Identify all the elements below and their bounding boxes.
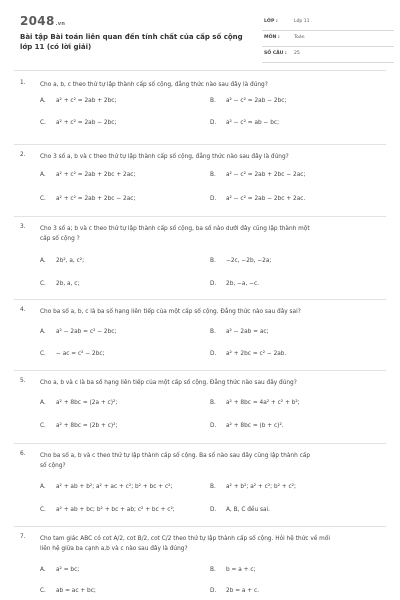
question-text-line: liên hệ giữa ba cạnh a,b và c nào sau đây là đúng? (40, 546, 188, 552)
option-text[interactable]: a² + b²; a² + c²; b² + c²; (226, 484, 296, 490)
meta-subject-row (262, 32, 394, 47)
question-text-line: Cho a, b, c theo thứ tự lập thành cấp số cộng, đẳng thức nào sau đây là đúng? (40, 82, 268, 88)
option-text[interactable]: a² − c² = 2ab − 2bc; (226, 98, 287, 104)
option-text[interactable]: a² + c² = 2ab + 2bc + 2ac; (56, 172, 136, 178)
option-letter[interactable]: B. (210, 258, 216, 264)
option-text[interactable]: a² + c² = 2ab + 2bc − 2ac; (56, 196, 136, 202)
logo-text: 2048 (20, 14, 55, 28)
question-divider (14, 443, 386, 444)
option-letter[interactable]: C. (40, 196, 46, 202)
question-divider (14, 526, 386, 527)
option-letter[interactable]: B. (210, 98, 216, 104)
option-letter[interactable]: A. (40, 484, 46, 490)
question-item (12, 451, 390, 521)
meta-subject-label: MÔN : (264, 35, 280, 40)
question-text (40, 451, 385, 471)
option-letter[interactable]: D. (210, 507, 217, 513)
question-number: 1. (20, 80, 26, 86)
question-number: 7. (20, 534, 26, 540)
option-letter[interactable]: B. (210, 484, 216, 490)
option-text[interactable]: a² − c² = 2ab − 2bc + 2ac. (226, 196, 306, 202)
option-text[interactable]: a² = bc; (56, 567, 80, 573)
question-item (12, 307, 390, 365)
option-letter[interactable]: C. (40, 120, 46, 126)
question-number: 5. (20, 378, 26, 384)
meta-subject-value: Toán (294, 35, 305, 40)
document-meta (262, 16, 394, 64)
option-letter[interactable]: C. (40, 588, 46, 594)
option-letter[interactable]: D. (210, 351, 217, 357)
meta-count-row (262, 48, 394, 63)
option-letter[interactable]: B. (210, 172, 216, 178)
question-number: 3. (20, 224, 26, 230)
option-letter[interactable]: A. (40, 400, 46, 406)
option-letter[interactable]: D. (210, 120, 217, 126)
option-letter[interactable]: B. (210, 329, 216, 335)
option-text[interactable]: 2b = a + c. (226, 588, 260, 594)
option-text[interactable]: 2b², a, c²; (56, 258, 85, 264)
question-number: 2. (20, 152, 26, 158)
question-number: 6. (20, 451, 26, 457)
question-text-line: Cho 3 số a; b và c theo thứ tự lập thành cấp số cộng, ba số nào dưới đây cũng lập thành một (40, 226, 310, 232)
option-letter[interactable]: A. (40, 329, 46, 335)
page-header (10, 8, 390, 66)
question-item (12, 152, 390, 210)
option-letter[interactable]: D. (210, 423, 217, 429)
option-text[interactable]: −2c, −2b, −2a; (226, 258, 272, 264)
question-divider (14, 370, 386, 371)
question-item (12, 80, 390, 138)
option-text[interactable]: − ac = c² − 2bc; (56, 351, 105, 357)
question-divider (14, 299, 386, 300)
question-text-line: Cho ba số a, b và c theo thứ tự lập thành cấp số cộng. Ba số nào sau đây cũng lập thành cấp (40, 453, 311, 459)
option-text[interactable]: a² − c² = 2ab + 2bc − 2ac; (226, 172, 306, 178)
question-text-line: Cho a, b và c là ba số hạng liên tiếp của một cấp số cộng. Đẳng thức nào sau đây đúng? (40, 380, 297, 386)
option-letter[interactable]: A. (40, 567, 46, 573)
option-letter[interactable]: A. (40, 172, 46, 178)
question-divider (14, 216, 386, 217)
meta-count-label: SỐ CÂU : (264, 51, 287, 56)
option-text[interactable]: a² + 8bc = (2b + c)²; (56, 423, 118, 429)
option-text[interactable]: a² + ab + b²; a² + ac + c²; b² + bc + c²; (56, 484, 173, 490)
option-letter[interactable]: C. (40, 507, 46, 513)
question-text (40, 534, 385, 554)
option-text[interactable]: b = a + c; (226, 567, 256, 573)
option-text[interactable]: a² + 8bc = (2a + c)²; (56, 400, 118, 406)
question-number: 4. (20, 307, 26, 313)
question-text-line: cấp số cộng ? (40, 236, 80, 242)
meta-class-value: Lớp 11 (294, 19, 310, 24)
question-text-line: số cộng? (40, 463, 66, 469)
option-text[interactable]: a² + ab + bc; b² + bc + ab; c² + bc + c²; (56, 507, 175, 513)
logo-suffix: .vn (55, 21, 66, 27)
meta-class-row (262, 16, 394, 31)
meta-class-label: LỚP : (264, 19, 278, 24)
document-title (20, 32, 250, 52)
option-text[interactable]: 2b, a, c; (56, 281, 80, 287)
header-divider (14, 70, 386, 71)
question-text (40, 152, 385, 162)
meta-count-value: 25 (294, 51, 300, 56)
question-item (12, 224, 390, 294)
option-letter[interactable]: C. (40, 281, 46, 287)
option-letter[interactable]: C. (40, 423, 46, 429)
option-text[interactable]: a² + c² = 2ab + 2bc; (56, 98, 117, 104)
option-text[interactable]: a² + 8bc = 4a² + c² + b²; (226, 400, 300, 406)
question-text (40, 307, 385, 317)
question-text-line: Cho tam giác ABC có cot A/2, cot B/2, cot C/2 theo thứ tự lập thành cấp số cộng. Hỏi hệ thức về mối (40, 536, 330, 542)
option-letter[interactable]: B. (210, 400, 216, 406)
option-text[interactable]: a² − 2ab = c² − 2bc; (56, 329, 117, 335)
option-letter[interactable]: D. (210, 281, 217, 287)
option-text[interactable]: a² − c² = ab − bc; (226, 120, 280, 126)
question-divider (14, 144, 386, 145)
option-text[interactable]: A, B, C đều sai. (226, 507, 270, 513)
option-text[interactable]: a² + 8bc = (b + c)². (226, 423, 284, 429)
option-text[interactable]: 2b, −a, −c. (226, 281, 260, 287)
option-letter[interactable]: D. (210, 588, 217, 594)
option-letter[interactable]: D. (210, 196, 217, 202)
option-letter[interactable]: B. (210, 567, 216, 573)
question-text-line: Cho 3 số a, b và c theo thứ tự lập thành cấp số cộng, đẳng thức nào sau đây là đúng? (40, 154, 289, 160)
document-title-line-2: lớp 11 (có lời giải) (20, 43, 92, 51)
option-letter[interactable]: C. (40, 351, 46, 357)
option-text[interactable]: a² − 2ab = ac; (226, 329, 269, 335)
option-text[interactable]: ab = ac + bc; (56, 588, 96, 594)
question-text (40, 378, 385, 388)
option-letter[interactable]: A. (40, 98, 46, 104)
question-text (40, 224, 385, 244)
question-item (12, 534, 390, 598)
question-item (12, 378, 390, 438)
option-letter[interactable]: A. (40, 258, 46, 264)
document-title-line-1: Bài tập Bài toán liên quan đến tính chất của cấp số cộng (20, 33, 243, 41)
option-text[interactable]: a² + c² = 2ab − 2bc; (56, 120, 117, 126)
question-text (40, 80, 385, 90)
option-text[interactable]: a² + 2bc = c² − 2ab. (226, 351, 287, 357)
site-logo[interactable] (20, 14, 65, 28)
question-text-line: Cho ba số a, b, c là ba số hạng liên tiếp của một cấp số cộng. Đẳng thức nào sau đây sai? (40, 309, 301, 315)
